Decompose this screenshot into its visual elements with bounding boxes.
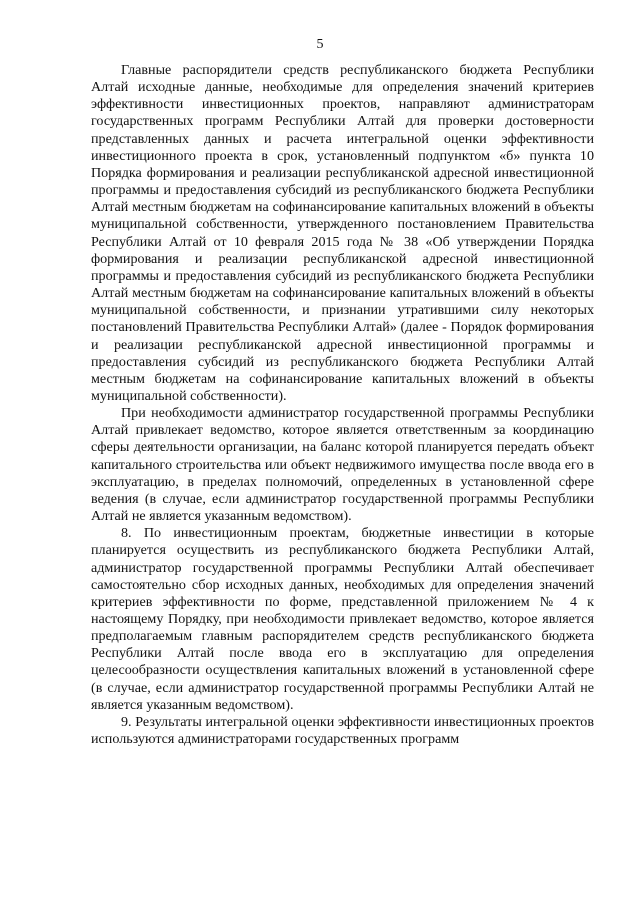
paragraph-main-distributors: Главные распорядители средств республиканского бюджета Республики Алтай исходные данные, необходимые для определения значений критериев эффективности инвестиционных проектов, направляют администраторам государственных программ Республики Алтай для проверки достоверности представленных данных и расчета интегральной оценки эффективности инвестиционного проекта в срок, установленный подпунктом «б» пункта 10 Порядка формирования и реализации республиканской адресной инвестиционной программы и предоставления субсидий из республиканского бюджета Республики Алтай местным бюджетам на софинансирование капитальных вложений в объекты муниципальной собственности, утвержденного постановлением Правительства Республики Алтай от 10 февраля 2015 года № 38 «Об утверждении Порядка формирования и реализации республиканской адресной инвестиционной программы и предоставления субсидий из республиканского бюджета Республики Алтай местным бюджетам на софинансирование капитальных вложений в объекты муниципальной собственности, и признании утратившими силу некоторых постановлений Правительства Республики Алтай» (далее - Порядок формирования и реализации республиканской адресной инвестиционной программы и предоставления субсидий из республиканского бюджета Республики Алтай местным бюджетам на софинансирование капитальных вложений в объекты муниципальной собственности).	[91, 62, 594, 404]
document-body	[91, 62, 594, 748]
paragraph-item-8: 8. По инвестиционным проектам, бюджетные инвестиции в которые планируется осуществить из республиканского бюджета Республики Алтай, администратор государственной программы Республики Алтай обеспечивает самостоятельно сбор исходных данных, необходимых для определения значений критериев эффективности по форме, представленной приложением № 4 к настоящему Порядку, при необходимости привлекает ведомство, которое является предполагаемым главным распорядителем средств республиканского бюджета Республики Алтай после ввода его в эксплуатацию для определения целесообразности осуществления капитальных вложений в установленной сфере (в случае, если администратор государственной программы Республики Алтай не является указанным ведомством).	[91, 525, 594, 713]
paragraph-item-9: 9. Результаты интегральной оценки эффективности инвестиционных проектов используются администраторами государственных программ	[91, 713, 594, 748]
page-number: 5	[316, 37, 324, 52]
paragraph-administrator-involves-agency: При необходимости администратор государственной программы Республики Алтай привлекает ведомство, которое является ответственным за координацию сферы деятельности организации, на баланс которой планируется передать объект капитального строительства или объект недвижимого имущества после ввода его в эксплуатацию, в пределах полномочий, определенных в установленной сфере ведения (в случае, если администратор государственной программы Республики Алтай не является указанным ведомством).	[91, 405, 594, 525]
